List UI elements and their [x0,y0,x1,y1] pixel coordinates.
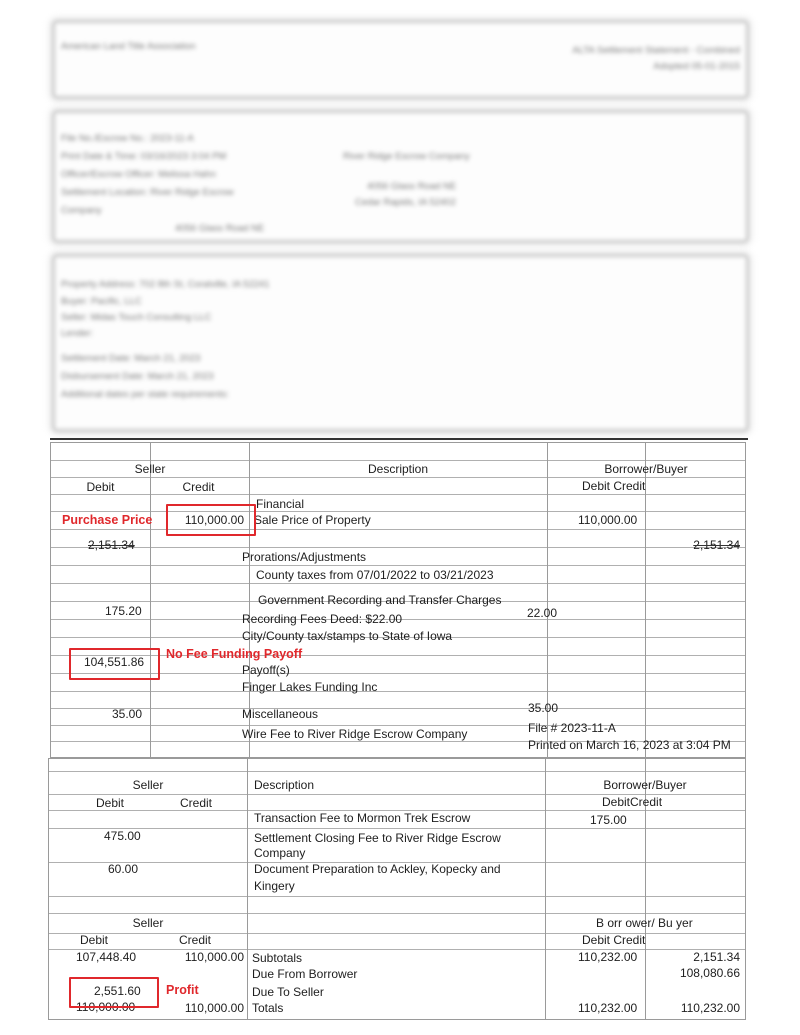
buyer-text: Buyer: Pacific, LLC [61,296,142,307]
t1-prorations-section: Prorations/Adjustments [242,550,367,564]
no-fee-funding-annotation: No Fee Funding Payoff [166,647,303,661]
seller-text: Seller: Midas Touch Consulting LLC [61,312,212,323]
escrow-address-line-1: 4056 Glass Road NE [367,181,457,192]
disbursement-date-text: Disbursement Date: March 21, 2023 [61,371,214,382]
settlement-location-text: Settlement Location: River Ridge Escrow [61,187,234,198]
t1-sale-price-credit: 110,000.00 [184,513,244,527]
t1-printed-on: Printed on March 16, 2023 at 3:04 PM [528,738,731,752]
file-number-text: File No./Escrow No.: 2023-11-A [61,133,194,144]
settlement-company-text: Company [61,205,102,216]
t1-misc-seller: 35.00 [112,707,143,721]
t1-file-number: File # 2023-11-A [528,721,616,735]
file-info-box [52,110,749,243]
t1-seller-header: Seller [134,462,166,476]
t2-total-seller-debit: 110,000.00 [76,1000,136,1014]
t2-borrower-debit-credit-header: DebitCredit [602,795,663,809]
purchase-price-annotation: Purchase Price [62,513,153,527]
t1-wire-fee: Wire Fee to River Ridge Escrow Company [242,727,468,741]
t2-totals-label: Totals [252,1001,284,1015]
form-title: ALTA Settlement Statement - Combined [572,45,740,56]
t1-finger-lakes: Finger Lakes Funding Inc [242,680,378,694]
t1-recording-seller: 175.20 [105,604,142,618]
t2-closing-fee-line-2: Company [254,846,306,860]
t1-sale-price-buyer: 110,000.00 [578,513,638,527]
t2-due-from-borrower: Due From Borrower [252,967,358,981]
t1-misc-section: Miscellaneous [242,707,319,721]
t1-prorations-seller: 2,151.34 [88,538,135,552]
t2-transaction-fee: Transaction Fee to Mormon Trek Escrow [254,811,471,825]
t2-seller-header-2: Seller [132,916,164,930]
settlement-date-text: Settlement Date: March 21, 2023 [61,353,201,364]
t1-seller-credit-header: Credit [182,480,215,494]
t2-total-buyer-credit: 110,232.00 [680,1001,740,1015]
t2-transaction-buyer: 175.00 [590,813,627,827]
profit-annotation: Profit [166,983,199,997]
property-info-box [52,254,749,432]
t2-docprep-line-1: Document Preparation to Ackley, Kopecky and [254,862,501,876]
t2-subtotal-seller-debit: 107,448.40 [76,950,137,964]
t2-subtotals-label: Subtotals [252,951,303,965]
profit-highlight [69,977,159,1008]
escrow-company-text: River Ridge Escrow Company [343,151,470,162]
t2-description-header: Description [254,778,315,792]
t1-prorations-buyer: 2,151.34 [693,538,740,552]
t2-due-to-seller: Due To Seller [252,985,324,999]
t2-docprep-seller: 60.00 [108,862,139,876]
payoff-highlight [69,648,160,680]
t2-docprep-line-2: Kingery [254,879,295,893]
t1-financial-section: Financial [256,497,305,511]
table-top-rule [50,438,748,440]
company-name: American Land Title Association [61,41,196,52]
property-address-text: Property Address: 702 8th St, Coralville, IA 52241 [61,279,270,290]
t1-description-header: Description [367,462,429,476]
form-date: Adopted 05-01-2015 [653,61,740,72]
t2-due-from-amount: 108,080.66 [679,966,740,980]
t2-subtotal-seller-credit: 110,000.00 [184,950,244,964]
lender-text: Lender: [61,328,94,339]
t1-borrower-header: Borrower/Buyer [604,462,688,476]
t1-borrower-debit-credit-header: Debit Credit [582,479,646,493]
t2-seller-debit-header-2: Debit [80,933,109,947]
print-date-text: Print Date & Time: 03/16/2023 3:04 PM [61,151,227,162]
t1-sale-price-desc: Sale Price of Property [254,513,371,527]
t1-tax-stamps: City/County tax/stamps to State of Iowa [242,629,453,643]
t2-subtotal-buyer-credit: 2,151.34 [693,950,740,964]
t1-recording-buyer: 22.00 [527,606,558,620]
t2-total-buyer-debit: 110,232.00 [578,1001,638,1015]
t2-borrower-header-2: B orr ower/ Bu yer [596,916,693,930]
t2-borrower-header: Borrower/Buyer [603,778,687,792]
t2-closing-fee-line-1: Settlement Closing Fee to River Ridge Escrow [254,831,501,845]
t1-recording-fees: Recording Fees Deed: $22.00 [242,612,403,626]
location-address-text: 4056 Glass Road NE [175,223,265,234]
t2-seller-credit-header: Credit [180,796,213,810]
t2-total-seller-credit: 110,000.00 [184,1001,244,1015]
officer-text: Officer/Escrow Officer: Melissa Hahn [61,169,216,180]
t1-government-section: Government Recording and Transfer Charges [258,593,502,607]
t1-county-taxes: County taxes from 07/01/2022 to 03/21/2023 [256,568,494,582]
purchase-price-highlight [166,504,256,536]
t2-due-to-seller-amount: 2,551.60 [94,984,141,998]
escrow-address-line-2: Cedar Rapids, IA 52402 [355,197,456,208]
header-box [52,20,749,99]
t2-borrower-debit-credit-header-2: Debit Credit [582,933,646,947]
t1-payoff-section: Payoff(s) [242,663,290,677]
t2-subtotal-buyer-debit: 110,232.00 [578,950,638,964]
t2-seller-credit-header-2: Credit [179,933,212,947]
t2-closing-seller: 475.00 [104,829,141,843]
t1-seller-debit-header: Debit [86,480,115,494]
t1-payoff-seller: 104,551.86 [84,655,145,669]
t2-seller-header: Seller [132,778,164,792]
t1-misc-buyer: 35.00 [528,701,559,715]
t2-seller-debit-header: Debit [95,796,124,810]
additional-dates-text: Additional dates per state requirements: [61,389,229,400]
